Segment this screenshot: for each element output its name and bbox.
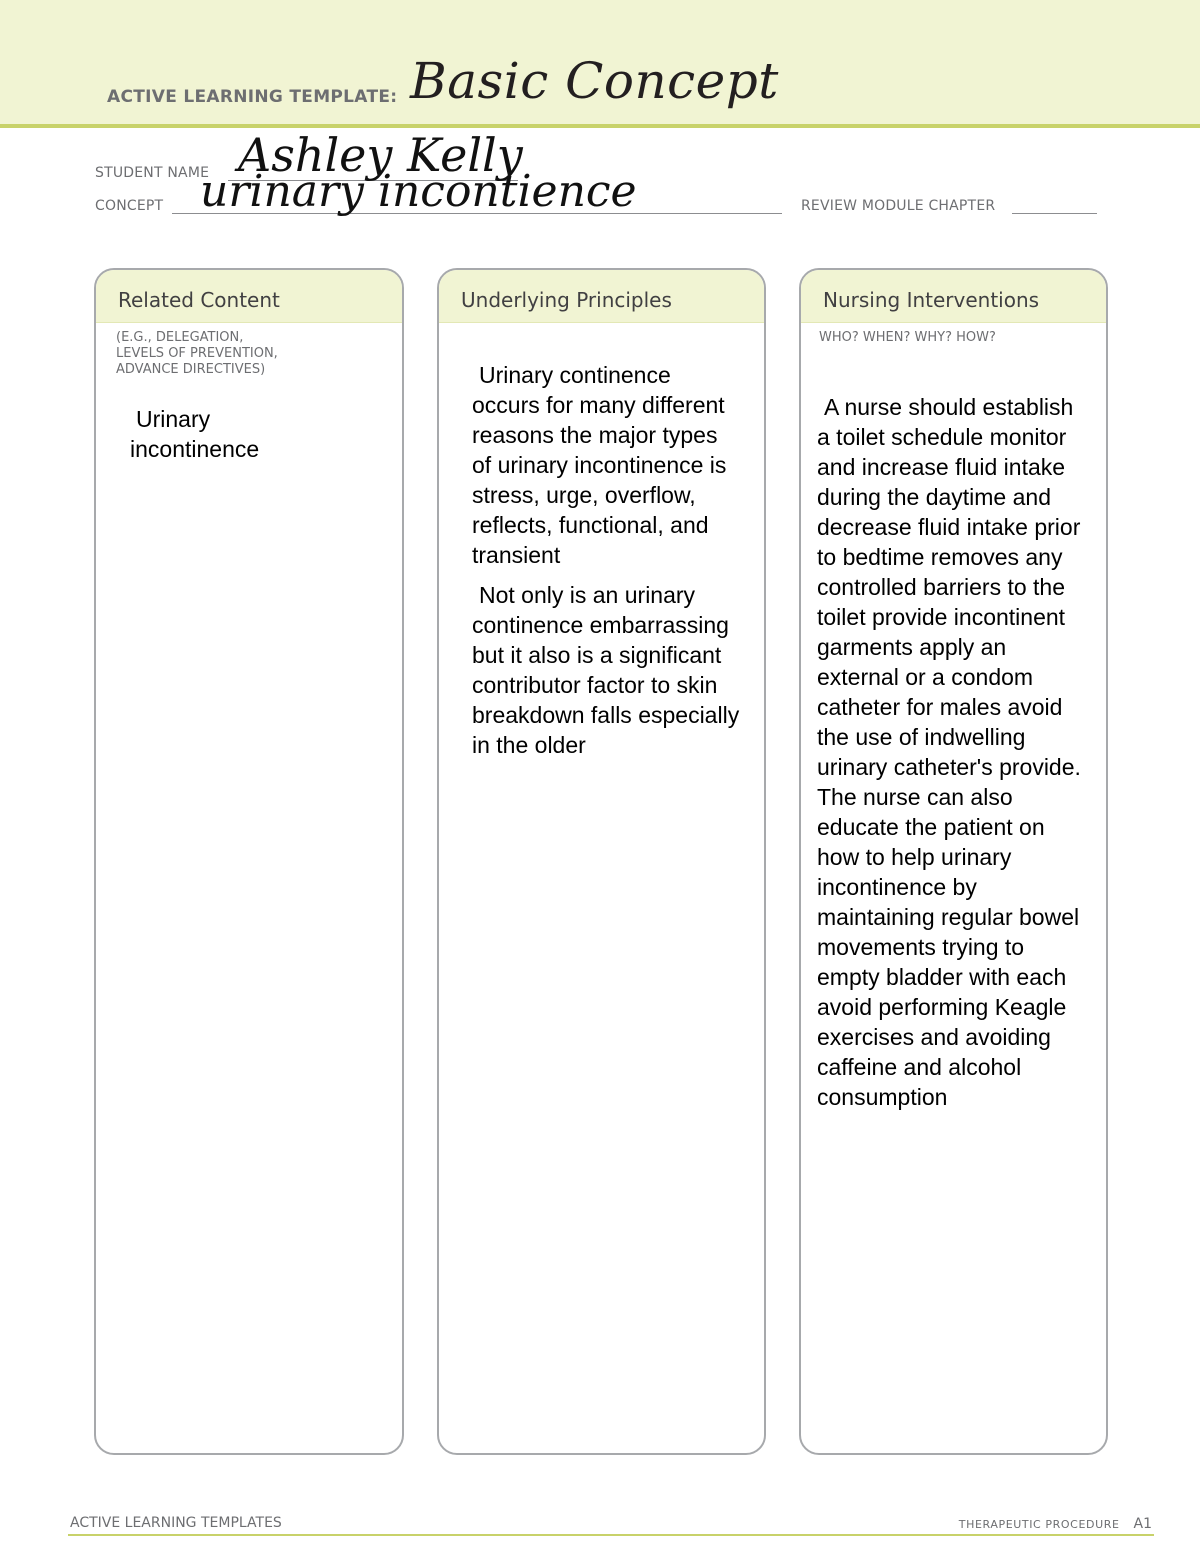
- student-name-value[interactable]: Ashley Kelly: [238, 128, 523, 182]
- related-content-card: [94, 268, 404, 1455]
- header-rule: [0, 124, 1200, 128]
- nursing-interventions-subtitle: WHO? WHEN? WHY? HOW?: [819, 330, 996, 345]
- nursing-interventions-paragraph-1: A nurse should establish a toilet schedule monitor and increase fluid intake during the daytime and decrease fluid intake prior to bedtime removes any controlled barriers to the toilet provide incontinent garments apply an external or a condom catheter for males avoid the use of indwelling urinary catheter's provide. The nurse can also educate the patient on how to help urinary incontinence by maintaining regular bowel movements trying to empty bladder with each avoid performing Keagle exercises and avoiding caffeine and alcohol consumption: [817, 394, 1081, 1110]
- nursing-interventions-title: Nursing Interventions: [823, 288, 1040, 312]
- underlying-principles-card: [437, 268, 766, 1455]
- related-content-title: Related Content: [118, 288, 280, 312]
- nursing-interventions-body[interactable]: [817, 392, 1082, 1122]
- footer-rule: [68, 1534, 1154, 1536]
- related-content-text: Urinary incontinence: [130, 406, 260, 462]
- concept-label: CONCEPT: [95, 198, 164, 214]
- template-title: Basic Concept: [410, 52, 779, 110]
- footer-right: [959, 1516, 1152, 1532]
- underlying-principles-paragraph-1: Urinary continence occurs for many different reasons the major types of urinary incontinence is stress, urge, overflow, reflects, functional, and transient: [472, 362, 727, 568]
- related-content-body[interactable]: [130, 404, 390, 474]
- footer-page-number: A1: [1133, 1516, 1152, 1532]
- footer-procedure: THERAPEUTIC PROCEDURE: [958, 1518, 1120, 1531]
- footer-left: ACTIVE LEARNING TEMPLATES: [70, 1515, 282, 1531]
- student-name-label: STUDENT NAME: [95, 165, 210, 181]
- concept-value[interactable]: urinary incontience: [200, 166, 637, 217]
- template-prefix: ACTIVE LEARNING TEMPLATE:: [107, 87, 398, 107]
- review-module-label: REVIEW MODULE CHAPTER: [801, 198, 996, 214]
- review-module-line: [1012, 213, 1097, 214]
- underlying-principles-paragraph-2: Not only is an urinary continence embarrassing but it also is a significant contributor factor to skin breakdown falls especially in the older: [472, 582, 740, 758]
- related-content-subtitle: (E.G., DELEGATION, LEVELS OF PREVENTION, ADVANCE DIRECTIVES): [116, 330, 278, 377]
- underlying-principles-title: Underlying Principles: [461, 288, 672, 312]
- underlying-principles-body[interactable]: [472, 360, 742, 770]
- nursing-interventions-card: [799, 268, 1108, 1455]
